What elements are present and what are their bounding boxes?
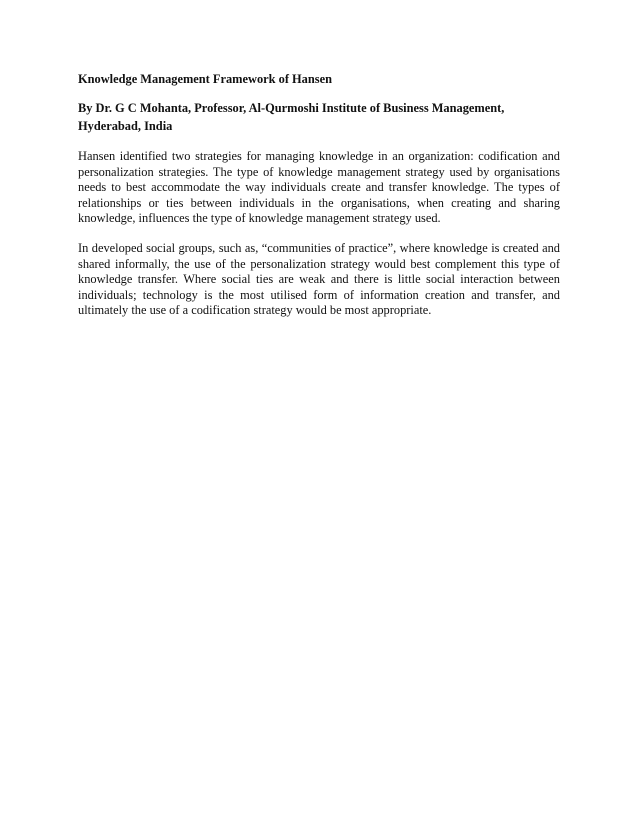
byline-line-1: By Dr. G C Mohanta, Professor, Al-Qurmoshi Institute of Business Management, bbox=[78, 101, 505, 115]
document-title: Knowledge Management Framework of Hansen bbox=[78, 72, 332, 86]
byline-line-2: Hyderabad, India bbox=[78, 119, 173, 133]
author-byline bbox=[78, 99, 560, 135]
paragraph-1: Hansen identified two strategies for managing knowledge in an organization: codification and personalization strategies. The type of knowledge management strategy used by organisations needs to best accommodate the way individuals create and transfer knowledge. The types of relationships or ties between individuals in the organisations, when creating and sharing knowledge, influences the type of knowledge management strategy used. bbox=[78, 149, 560, 226]
document-body bbox=[78, 70, 560, 333]
paragraph-2: In developed social groups, such as, “communities of practice”, where knowledge is created and shared informally, the use of the personalization strategy would best complement this type of knowledge transfer. Where social ties are weak and there is little social interaction between individuals; technology is the most utilised form of information creation and transfer, and ultimately the use of a codification strategy would be most appropriate. bbox=[78, 240, 560, 318]
